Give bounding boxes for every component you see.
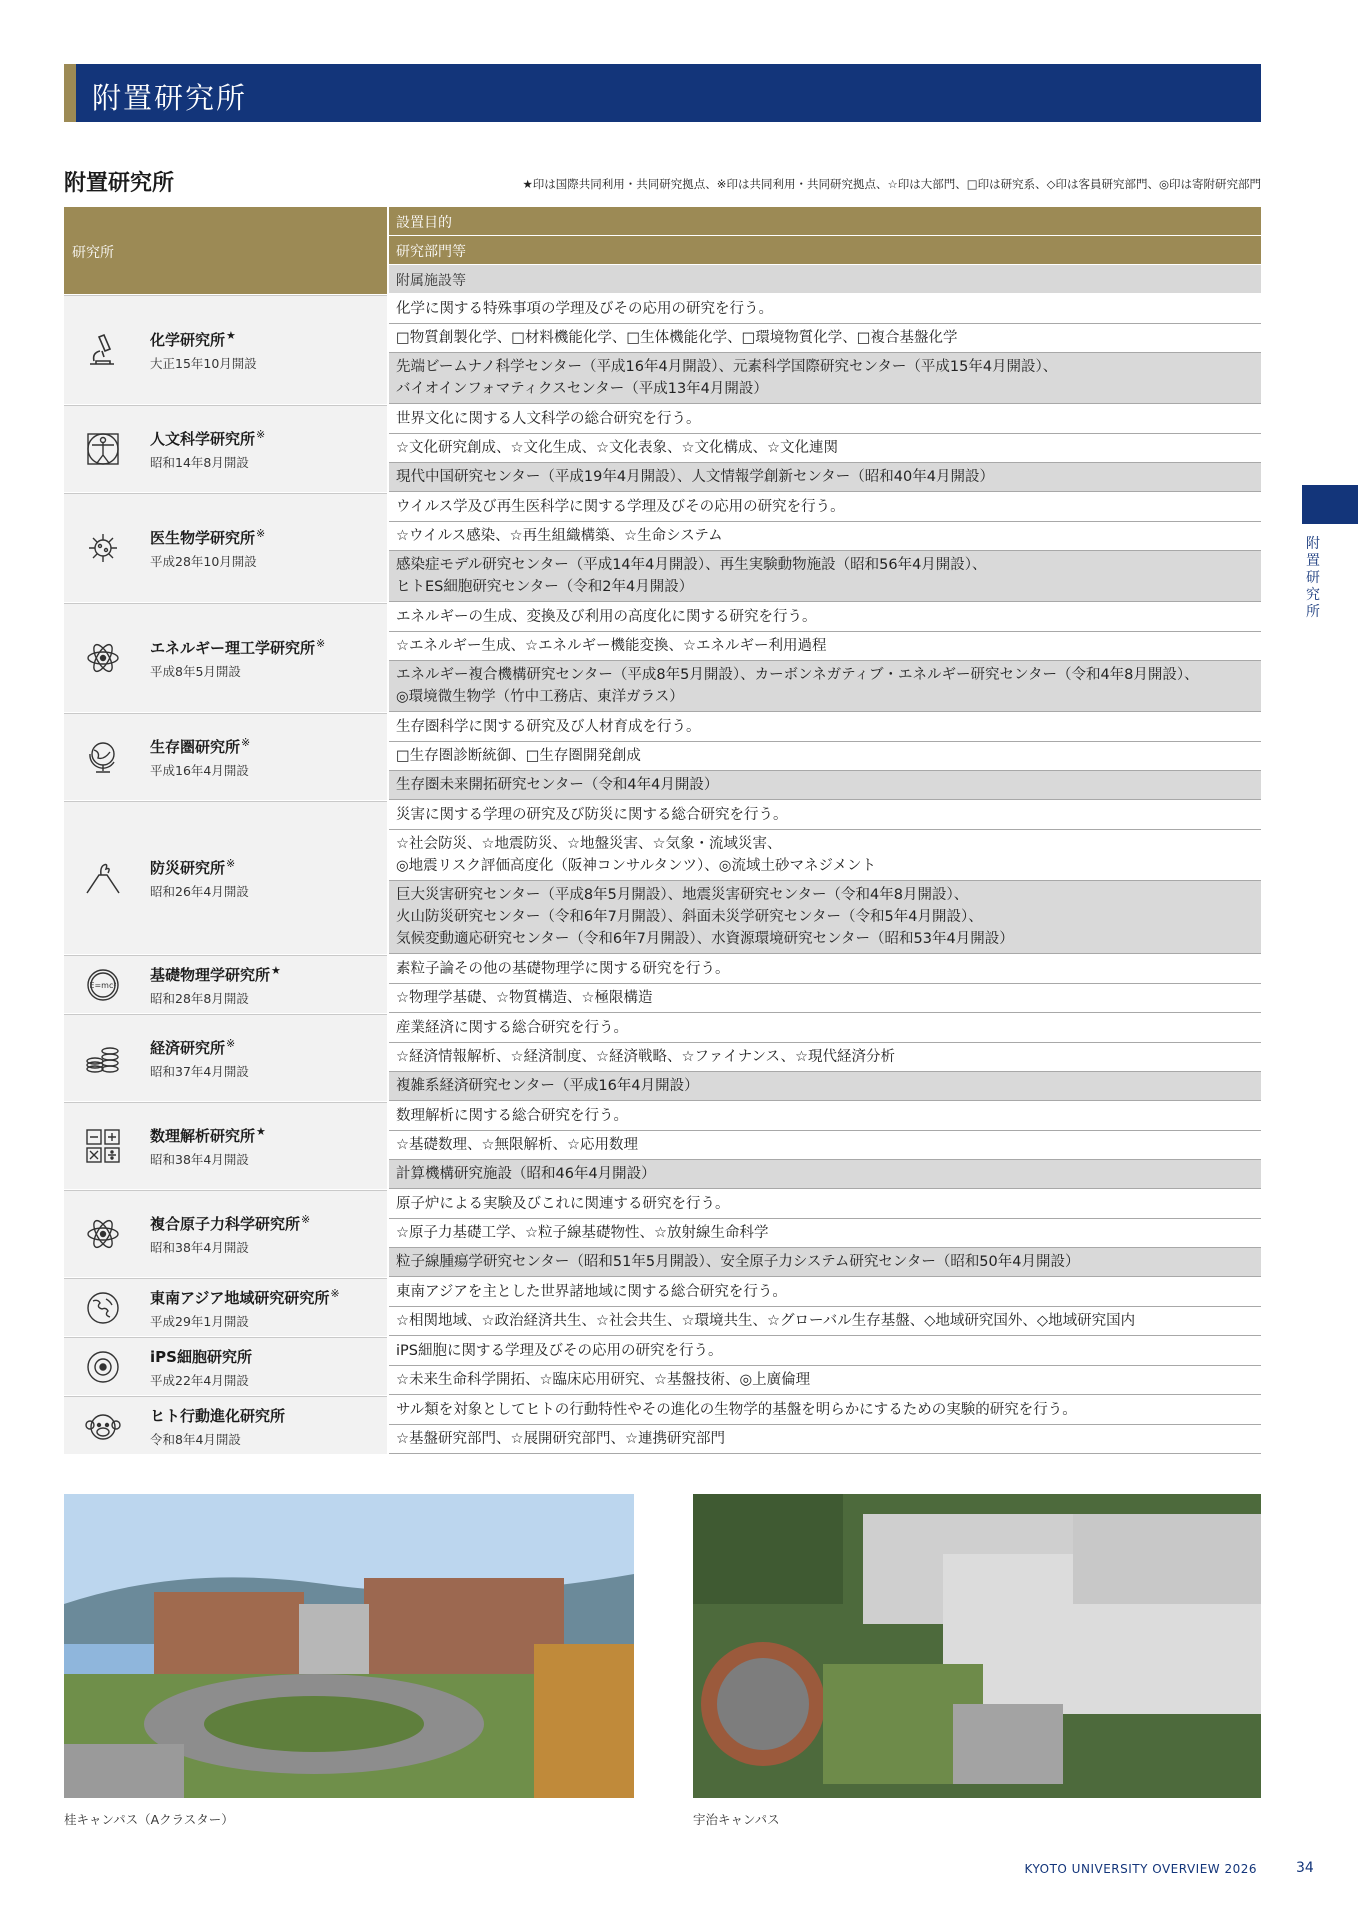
purpose-cell: 災害に関する学理の研究及び防災に関する総合研究を行う。 — [389, 801, 1261, 830]
institute-name-text: iPS細胞研究所 — [150, 1347, 252, 1366]
footer-brand: KYOTO UNIVERSITY OVERVIEW 2026 — [1024, 1862, 1257, 1876]
institute-name-text: エネルギー理工学研究所 — [150, 639, 316, 657]
side-index-label: 附置研究所 — [1306, 536, 1320, 620]
institute-name-text: ヒト行動進化研究所 — [150, 1406, 286, 1425]
purpose-cell: ウイルス学及び再生医科学に関する学理及びその応用の研究を行う。 — [389, 493, 1261, 522]
institute-name — [150, 857, 249, 878]
institute-name — [150, 329, 257, 350]
emc2-icon — [84, 966, 122, 1004]
institute-name — [150, 1405, 286, 1426]
departments-cell — [389, 1366, 1261, 1395]
arithmetic-icon — [84, 1127, 122, 1165]
facilities-cell — [389, 1160, 1261, 1189]
department-line: ☆経済情報解析、☆経済制度、☆経済戦略、☆ファイナンス、☆現代経済分析 — [396, 1049, 895, 1065]
institute-name-block — [150, 1346, 253, 1389]
institute-name — [150, 527, 265, 548]
facilities-cell — [389, 1248, 1261, 1277]
institute-mark: ※ — [256, 527, 266, 540]
institute-name-text: 基礎物理学研究所 — [150, 965, 271, 984]
institute-details — [389, 493, 1261, 602]
legend-note: ★印は国際共同利用・共同研究拠点、※印は共同利用・共同研究拠点、☆印は大部門、□印は研究系、◇印は客員研究部門、◎印は寄附研究部門 — [522, 177, 1261, 191]
institute-founded: 昭和28年8月開設 — [150, 990, 249, 1006]
institute-name-text: 人文科学研究所 — [150, 430, 256, 448]
institute-details — [389, 801, 1261, 954]
departments-cell — [389, 632, 1261, 661]
institute-founded: 平成28年10月開設 — [150, 554, 257, 569]
institute-name-block — [150, 329, 257, 372]
header-departments: 研究部門等 — [389, 236, 1261, 264]
facilities-cell — [389, 881, 1261, 954]
institutes-table — [64, 207, 1261, 1454]
department-line: ☆ウイルス感染、☆再生組織構築、☆生命システム — [396, 528, 723, 544]
institute-row — [64, 954, 1261, 1013]
institute-cell — [64, 1278, 387, 1336]
institute-row — [64, 492, 1261, 602]
institute-mark: ★ — [271, 963, 281, 977]
purpose-cell: エネルギーの生成、変換及び利用の高度化に関する研究を行う。 — [389, 603, 1261, 632]
facility-line: 火山防災研究センター（令和6年7月開設）、斜面未災学研究センター（令和5年4月開設）、 — [396, 909, 983, 925]
institute-details — [389, 603, 1261, 712]
institute-name — [150, 964, 281, 985]
departments-cell — [389, 1307, 1261, 1336]
institute-details — [389, 955, 1261, 1013]
facilities-cell — [389, 353, 1261, 404]
svg-text:E=mc²: E=mc² — [89, 980, 117, 990]
facility-line: 先端ビームナノ科学センター（平成16年4月開設）、元素科学国際研究センター（平成15年4月開設）、 — [396, 359, 1058, 375]
monkey-icon — [84, 1407, 122, 1445]
institute-cell — [64, 295, 387, 404]
institute-name-block — [150, 428, 265, 471]
institute-details — [389, 1278, 1261, 1336]
institute-name-block — [150, 1405, 286, 1448]
institute-founded: 昭和37年4月開設 — [150, 1064, 249, 1079]
institute-name — [150, 1037, 249, 1058]
departments-cell — [389, 830, 1261, 881]
institute-cell — [64, 1190, 387, 1277]
institute-row — [64, 1336, 1261, 1395]
photo-caption-uji: 宇治キャンパス — [693, 1812, 780, 1827]
institute-details — [389, 1102, 1261, 1189]
facility-line: ◎環境微生物学（竹中工務店、東洋ガラス） — [396, 689, 684, 705]
institute-name-text: 数理解析研究所 — [150, 1127, 256, 1145]
facility-line: 粒子線腫瘍学研究センター（昭和51年5月開設）、安全原子力システム研究センター（昭和50年4月開設） — [396, 1254, 1080, 1270]
atom-icon — [84, 639, 122, 677]
institute-cell — [64, 1396, 387, 1454]
photo-uji-campus — [693, 1494, 1261, 1798]
table-body — [64, 294, 1261, 1454]
institute-mark: ※ — [316, 637, 326, 650]
institute-mark: ※ — [301, 1213, 311, 1226]
department-line: ☆物理学基礎、☆物質構造、☆極限構造 — [396, 990, 653, 1006]
purpose-cell: 原子炉による実験及びこれに関連する研究を行う。 — [389, 1190, 1261, 1219]
institute-name-block — [150, 1037, 249, 1080]
institute-row — [64, 404, 1261, 492]
facilities-cell — [389, 771, 1261, 800]
institute-row — [64, 1013, 1261, 1101]
purpose-cell: 産業経済に関する総合研究を行う。 — [389, 1014, 1261, 1043]
institute-founded: 平成16年4月開設 — [150, 763, 249, 778]
facilities-cell — [389, 463, 1261, 492]
institute-name — [150, 428, 265, 449]
institute-cell — [64, 955, 387, 1013]
departments-cell — [389, 522, 1261, 551]
department-line: ☆相関地域、☆政治経済共生、☆社会共生、☆環境共生、☆グローバル生存基盤、◇地域研究国外、◇地域研究国内 — [396, 1313, 1136, 1329]
department-line: ◎地震リスク評価高度化（阪神コンサルタンツ）、◎流域土砂マネジメント — [396, 858, 877, 874]
institute-details — [389, 1190, 1261, 1277]
institute-cell — [64, 713, 387, 800]
facility-line: バイオインフォマティクスセンター（平成13年4月開設） — [396, 381, 768, 397]
atom-icon — [84, 1215, 122, 1253]
departments-cell — [389, 1425, 1261, 1454]
institute-founded: 昭和26年4月開設 — [150, 884, 249, 899]
departments-cell — [389, 434, 1261, 463]
institute-name-block — [150, 1287, 340, 1330]
institute-name — [150, 1287, 340, 1308]
institute-details — [389, 713, 1261, 800]
institute-founded: 大正15年10月開設 — [150, 356, 257, 371]
table-header — [64, 207, 1261, 294]
institute-row — [64, 712, 1261, 800]
departments-cell — [389, 324, 1261, 353]
facility-line: 巨大災害研究センター（平成8年5月開設）、地震災害研究センター（令和4年8月開設）、 — [396, 887, 969, 903]
purpose-cell: 素粒子論その他の基礎物理学に関する研究を行う。 — [389, 955, 1261, 984]
institute-details — [389, 1014, 1261, 1101]
facility-line: 現代中国研究センター（平成19年4月開設）、人文情報学創新センター（昭和40年4月開設） — [396, 469, 994, 485]
globe-icon — [84, 738, 122, 776]
institute-mark: ※ — [241, 736, 251, 749]
institute-founded: 平成22年4月開設 — [150, 1372, 249, 1388]
vitruvian-icon — [84, 430, 122, 468]
department-line: ☆エネルギー生成、☆エネルギー機能変換、☆エネルギー利用過程 — [396, 638, 827, 654]
department-line: ☆基盤研究部門、☆展開研究部門、☆連携研究部門 — [396, 1431, 725, 1447]
department-line: ☆未来生命科学開拓、☆臨床応用研究、☆基盤技術、◎上廣倫理 — [396, 1372, 811, 1388]
institute-row — [64, 1189, 1261, 1277]
institute-name — [150, 1213, 310, 1234]
institute-name-block — [150, 1125, 266, 1168]
volcano-icon — [84, 859, 122, 897]
institute-name-text: 経済研究所 — [150, 1039, 226, 1057]
institute-cell — [64, 1337, 387, 1395]
department-line: □物質創製化学、□材料機能化学、□生体機能化学、□環境物質化学、□複合基盤化学 — [396, 330, 958, 346]
institute-name — [150, 1125, 266, 1146]
facility-line: エネルギー複合機構研究センター（平成8年5月開設）、カーボンネガティブ・エネルギー研究センター（令和4年8月開設）、 — [396, 667, 1199, 683]
institute-details — [389, 405, 1261, 492]
purpose-cell: 数理解析に関する総合研究を行う。 — [389, 1102, 1261, 1131]
institute-mark: ※ — [330, 1286, 340, 1300]
institute-founded: 平成29年1月開設 — [150, 1313, 249, 1329]
institute-name-block — [150, 637, 325, 680]
institute-name — [150, 736, 250, 757]
purpose-cell: サル類を対象としてヒトの行動特性やその進化の生物学的基盤を明らかにするための実験的研究を行う。 — [389, 1396, 1261, 1425]
institute-name-text: 化学研究所 — [150, 331, 226, 349]
header-purpose: 設置目的 — [389, 207, 1261, 235]
facility-line: 感染症モデル研究センター（平成14年4月開設）、再生実験動物施設（昭和56年4月開設）、 — [396, 557, 987, 573]
institute-name-block — [150, 736, 250, 779]
header-institute: 研究所 — [64, 207, 387, 294]
photo-caption-katsura: 桂キャンパス（Aクラスター） — [64, 1812, 234, 1827]
virus-icon — [84, 529, 122, 567]
institute-name-text: 東南アジア地域研究研究所 — [150, 1288, 330, 1307]
institute-cell — [64, 493, 387, 602]
institute-mark: ※ — [256, 428, 266, 441]
facility-line: 生存圏未来開拓研究センター（令和4年4月開設） — [396, 777, 719, 793]
institute-row — [64, 1277, 1261, 1336]
cell-icon — [84, 1348, 122, 1386]
institute-cell — [64, 1102, 387, 1189]
institute-mark: ★ — [256, 1125, 266, 1138]
institute-founded: 昭和38年4月開設 — [150, 1240, 249, 1255]
facilities-cell — [389, 1072, 1261, 1101]
facilities-cell — [389, 551, 1261, 602]
institute-cell — [64, 801, 387, 954]
section-title: 附置研究所 — [64, 171, 175, 196]
side-index-tab[interactable] — [1302, 485, 1358, 524]
departments-cell — [389, 742, 1261, 771]
department-line: ☆社会防災、☆地震防災、☆地盤災害、☆気象・流域災害、 — [396, 836, 782, 852]
institute-name-block — [150, 527, 265, 570]
facility-line: 気候変動適応研究センター（令和6年7月開設）、水資源環境研究センター（昭和53年4月開設） — [396, 931, 1014, 947]
coins-icon — [84, 1039, 122, 1077]
facility-line: ヒトES細胞研究センター（令和2年4月開設） — [396, 579, 694, 595]
department-line: ☆文化研究創成、☆文化生成、☆文化表象、☆文化構成、☆文化連関 — [396, 440, 838, 456]
institute-row — [64, 602, 1261, 712]
page-number: 34 — [1296, 1860, 1314, 1876]
purpose-cell: 東南アジアを主とした世界諸地域に関する総合研究を行う。 — [389, 1278, 1261, 1307]
banner-accent — [64, 64, 76, 122]
institute-details — [389, 1337, 1261, 1395]
departments-cell — [389, 1131, 1261, 1160]
departments-cell — [389, 984, 1261, 1013]
purpose-cell: iPS細胞に関する学理及びその応用の研究を行う。 — [389, 1337, 1261, 1366]
department-line: ☆基礎数理、☆無限解析、☆応用数理 — [396, 1137, 638, 1153]
facility-line: 計算機構研究施設（昭和46年4月開設） — [396, 1166, 656, 1182]
institute-name-text: 医生物学研究所 — [150, 529, 256, 547]
facilities-cell — [389, 661, 1261, 712]
institute-name-block — [150, 857, 249, 900]
institute-cell — [64, 405, 387, 492]
header-facilities: 附属施設等 — [389, 265, 1261, 293]
institute-name — [150, 637, 325, 658]
institute-row — [64, 1395, 1261, 1454]
institute-name-block — [150, 1213, 310, 1256]
southeast-asia-icon — [84, 1289, 122, 1327]
institute-founded: 平成8年5月開設 — [150, 664, 241, 679]
institute-name-text: 防災研究所 — [150, 859, 226, 877]
purpose-cell: 化学に関する特殊事項の学理及びその応用の研究を行う。 — [389, 295, 1261, 324]
institute-mark: ★ — [226, 329, 236, 342]
departments-cell — [389, 1043, 1261, 1072]
institute-name-text: 複合原子力科学研究所 — [150, 1215, 301, 1233]
institute-name-block — [150, 964, 281, 1007]
microscope-icon — [84, 331, 122, 369]
institute-details — [389, 295, 1261, 404]
institute-mark: ※ — [226, 857, 236, 870]
institute-details — [389, 1396, 1261, 1454]
institute-founded: 昭和14年8月開設 — [150, 455, 249, 470]
banner-title: 附置研究所 — [92, 81, 248, 115]
department-line: ☆原子力基礎工学、☆粒子線基礎物性、☆放射線生命科学 — [396, 1225, 769, 1241]
purpose-cell: 世界文化に関する人文科学の総合研究を行う。 — [389, 405, 1261, 434]
photo-katsura-campus — [64, 1494, 634, 1798]
institute-row — [64, 800, 1261, 954]
departments-cell — [389, 1219, 1261, 1248]
department-line: □生存圏診断統御、□生存圏開発創成 — [396, 748, 641, 764]
institute-row — [64, 1101, 1261, 1189]
institute-cell — [64, 1014, 387, 1101]
purpose-cell: 生存圏科学に関する研究及び人材育成を行う。 — [389, 713, 1261, 742]
page-banner — [64, 64, 1261, 122]
institute-mark: ※ — [226, 1037, 236, 1050]
institute-cell — [64, 603, 387, 712]
facility-line: 複雑系経済研究センター（平成16年4月開設） — [396, 1078, 699, 1094]
institute-founded: 昭和38年4月開設 — [150, 1152, 249, 1167]
institute-name — [150, 1346, 253, 1367]
institute-row — [64, 294, 1261, 404]
institute-founded: 令和8年4月開設 — [150, 1431, 241, 1447]
institute-name-text: 生存圏研究所 — [150, 738, 241, 756]
